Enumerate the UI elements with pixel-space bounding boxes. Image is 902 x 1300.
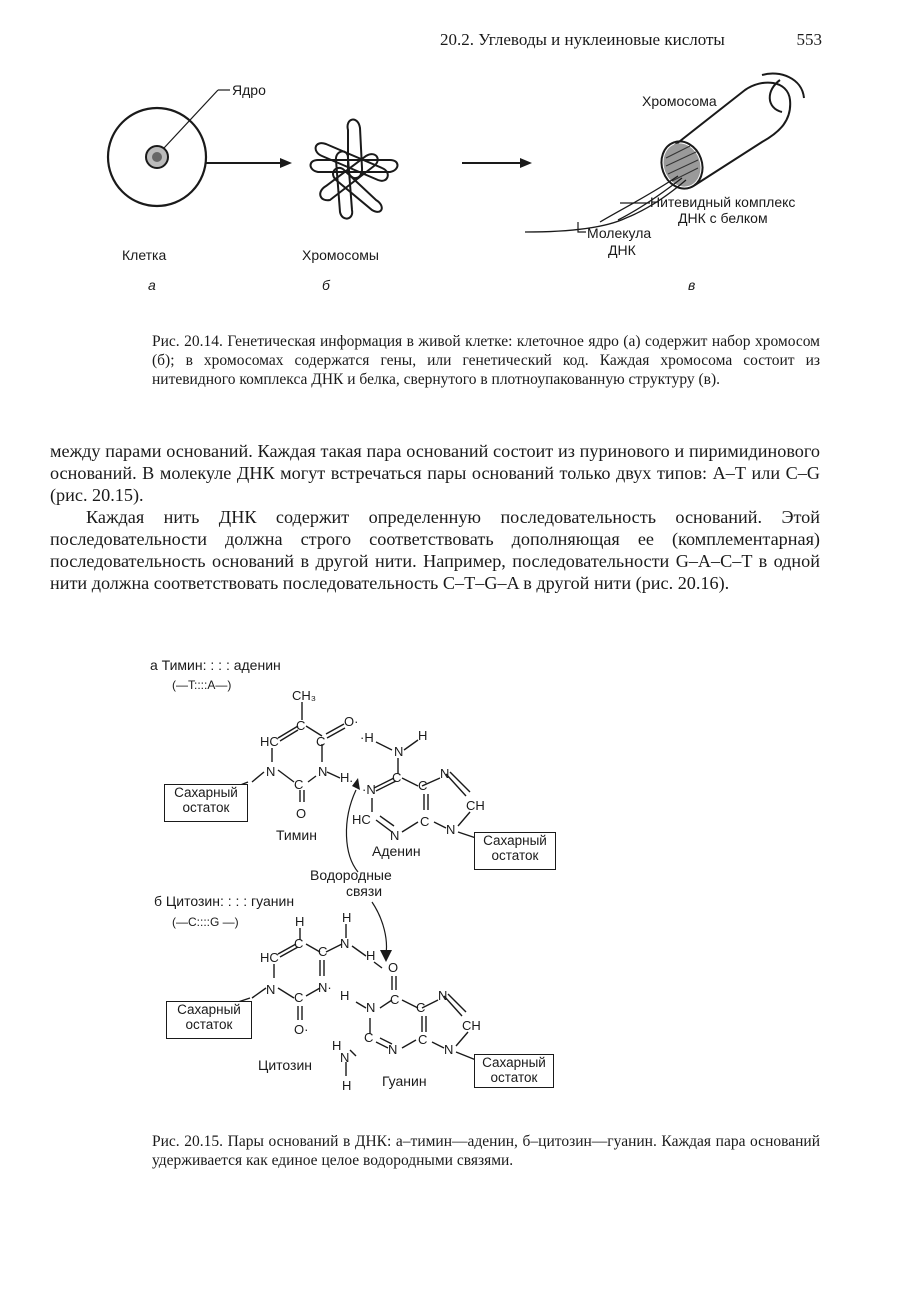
svg-text:N: N bbox=[446, 822, 456, 837]
svg-text:N: N bbox=[340, 1050, 350, 1065]
svg-text:C: C bbox=[418, 778, 428, 793]
sugar-box-cytosine: Сахарный остаток bbox=[166, 1001, 252, 1039]
svg-text:HC: HC bbox=[352, 812, 371, 827]
svg-text:H: H bbox=[342, 1078, 352, 1093]
svg-text:H: H bbox=[418, 728, 428, 743]
svg-text:N: N bbox=[390, 828, 400, 843]
svg-text:C: C bbox=[364, 1030, 374, 1045]
label-nucleus: Ядро bbox=[232, 82, 266, 98]
sublabel-v: в bbox=[688, 277, 696, 293]
part-b-title: б Цитозин: : : : гуанин bbox=[154, 893, 295, 909]
sugar-box-adenine: Сахарный остаток bbox=[474, 832, 556, 870]
label-dna-1: Молекула bbox=[587, 225, 652, 241]
svg-text:N: N bbox=[444, 1042, 454, 1057]
svg-text:N: N bbox=[438, 988, 448, 1003]
svg-text:N: N bbox=[318, 764, 328, 779]
svg-text:N: N bbox=[366, 1000, 376, 1015]
label-fiber-1: Нитевидный комплекс bbox=[650, 194, 796, 210]
svg-text:C: C bbox=[418, 1032, 428, 1047]
svg-text:C: C bbox=[390, 992, 400, 1007]
page-number: 553 bbox=[796, 30, 822, 49]
svg-text:CH: CH bbox=[466, 798, 485, 813]
svg-text:N·: N· bbox=[318, 980, 332, 995]
label-guanine: Гуанин bbox=[382, 1073, 427, 1089]
svg-text:C: C bbox=[294, 777, 304, 792]
svg-text:N: N bbox=[266, 764, 276, 779]
paragraph-2: Каждая нить ДНК содержит определенную последовательность оснований. Этой последовательности должна строго соответствовать дополняющая ее (комплементарная) последовательность оснований в другой нити. Например, последовательности G–A–C–T в одной нити должна соответствовать последовательность C–T–G–A в другой нити (рис. 20.16). bbox=[50, 507, 820, 593]
nucleus-pointer bbox=[164, 90, 218, 148]
svg-text:O·: O· bbox=[344, 714, 359, 729]
label-dna-2: ДНК bbox=[608, 242, 636, 258]
svg-text:H: H bbox=[340, 988, 350, 1003]
label-chromosomes: Хромосомы bbox=[302, 247, 379, 263]
label-adenine: Аденин bbox=[372, 843, 421, 859]
label-hbonds-2: связи bbox=[346, 883, 383, 899]
svg-text:·H: ·H bbox=[360, 730, 374, 745]
svg-text:O·: O· bbox=[294, 1022, 309, 1037]
guanine-structure bbox=[346, 962, 476, 1076]
chromosomes-cluster bbox=[311, 120, 398, 219]
svg-text:C: C bbox=[316, 734, 326, 749]
sublabel-b: б bbox=[322, 277, 330, 293]
svg-text:N: N bbox=[394, 744, 404, 759]
svg-text:O: O bbox=[296, 806, 307, 821]
svg-text:·N: ·N bbox=[362, 782, 376, 797]
svg-text:C: C bbox=[318, 944, 328, 959]
label-fiber-2: ДНК с белком bbox=[678, 210, 768, 226]
svg-text:N: N bbox=[388, 1042, 398, 1057]
svg-text:C: C bbox=[294, 936, 304, 951]
section-title: 20.2. Углеводы и нуклеиновые кислоты bbox=[440, 30, 725, 49]
label-cytosine: Цитозин bbox=[258, 1057, 313, 1073]
figure-20-15-caption: Рис. 20.15. Пары оснований в ДНК: а–тимин—аденин, б–цитозин—гуанин. Каждая пара оснований удерживается как единое целое водородными связями. bbox=[152, 1133, 820, 1169]
svg-text:CH: CH bbox=[462, 1018, 481, 1033]
svg-text:H: H bbox=[342, 910, 352, 925]
svg-text:HC: HC bbox=[260, 734, 279, 749]
svg-text:C: C bbox=[392, 770, 402, 785]
sublabel-a: а bbox=[148, 277, 156, 293]
svg-text:C: C bbox=[416, 1000, 426, 1015]
label-hbonds-1: Водородные bbox=[310, 867, 392, 883]
part-a-formula: (—T::::A—) bbox=[172, 678, 232, 692]
paragraph-1: между парами оснований. Каждая такая пара оснований состоит из пуринового и пиримидинового оснований. В молекуле ДНК могут встречаться пары оснований только двух типов: А–Т или С–G (рис. 20.15). bbox=[50, 441, 820, 505]
svg-text:N: N bbox=[340, 936, 350, 951]
svg-text:H: H bbox=[332, 1038, 342, 1053]
svg-text:O: O bbox=[388, 960, 399, 975]
svg-text:HC: HC bbox=[260, 950, 279, 965]
label-cell: Клетка bbox=[122, 247, 167, 263]
svg-text:N: N bbox=[440, 766, 450, 781]
svg-text:H.: H. bbox=[340, 770, 353, 785]
part-a-title: а Тимин: : : : аденин bbox=[150, 657, 281, 673]
label-chromosome: Хромосома bbox=[642, 93, 717, 109]
svg-text:CH₃: CH₃ bbox=[292, 688, 317, 703]
figure-20-14-drawing bbox=[90, 60, 850, 300]
svg-text:N: N bbox=[266, 982, 276, 997]
figure-20-14-caption: Рис. 20.14. Генетическая информация в живой клетке: клеточное ядро (а) содержит набор хромосом (б); в хромосомах содержатся гены, или генетический код. Каждая хромосома состоит из нитевидного комплекса ДНК и белка, свернутого в плотноупакованную структуру (в). bbox=[152, 333, 820, 388]
svg-text:C: C bbox=[296, 718, 306, 733]
svg-text:H: H bbox=[366, 948, 376, 963]
label-thymine: Тимин bbox=[276, 827, 317, 843]
svg-text:C: C bbox=[294, 990, 304, 1005]
sugar-box-guanine: Сахарный остаток bbox=[474, 1054, 554, 1088]
svg-text:H: H bbox=[295, 914, 305, 929]
sugar-box-thymine: Сахарный остаток bbox=[164, 784, 248, 822]
part-b-formula: (—C::::G —) bbox=[172, 915, 239, 929]
svg-text:C: C bbox=[420, 814, 430, 829]
